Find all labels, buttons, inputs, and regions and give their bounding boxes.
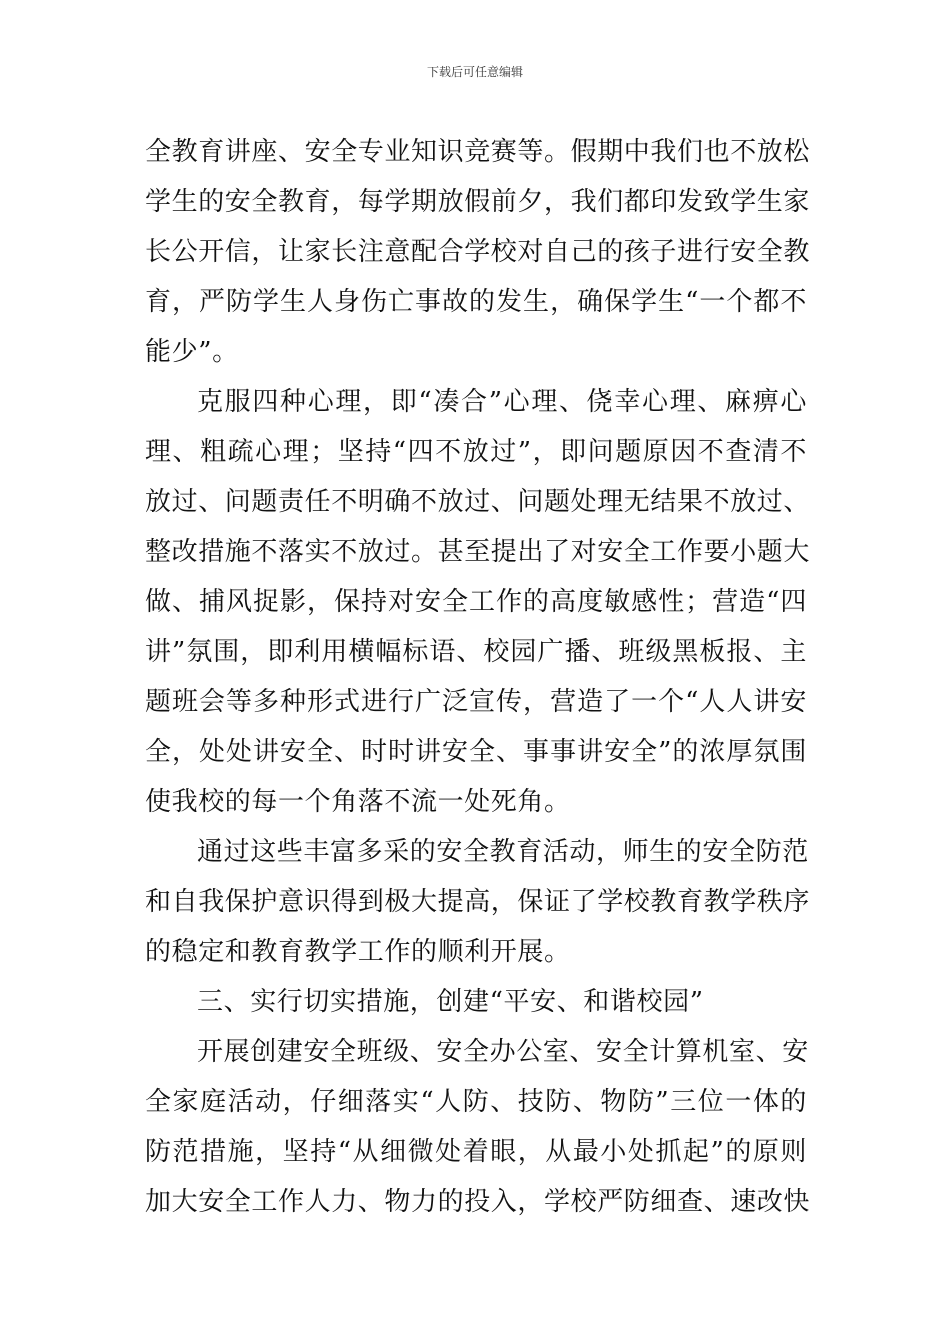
text-line: 学生的安全教育，每学期放假前夕，我们都印发致学生家 <box>145 187 811 217</box>
text-line: 做、捕风捉影，保持对安全工作的高度敏感性；营造“四 <box>145 587 807 617</box>
text-line: 讲”氛围，即利用横幅标语、校园广播、班级黑板报、主 <box>145 637 807 667</box>
text-line: 使我校的每一个角落不流一处死角。 <box>145 787 571 817</box>
text-line: 通过这些丰富多采的安全教育活动，师生的安全防范 <box>197 837 809 867</box>
text-line: 能少”。 <box>145 337 239 367</box>
text-line: 题班会等多种形式进行广泛宣传，营造了一个“人人讲安 <box>145 687 807 717</box>
text-line: 整改措施不落实不放过。甚至提出了对安全工作要小题大 <box>145 537 811 567</box>
text-line: 理、粗疏心理；坚持“四不放过”，即问题原因不查清不 <box>145 437 807 467</box>
text-line: 放过、问题责任不明确不放过、问题处理无结果不放过、 <box>145 487 811 517</box>
text-line: 三、实行切实措施，创建“平安、和谐校园” <box>197 987 704 1017</box>
text-line: 育，严防学生人身伤亡事故的发生，确保学生“一个都不 <box>145 287 807 317</box>
text-line: 全，处处讲安全、时时讲安全、事事讲安全”的浓厚氛围 <box>145 737 807 767</box>
text-line: 和自我保护意识得到极大提高，保证了学校教育教学秩序 <box>145 887 811 917</box>
text-line: 全教育讲座、安全专业知识竞赛等。假期中我们也不放松 <box>145 137 811 167</box>
text-line: 加大安全工作人力、物力的投入，学校严防细查、速改快 <box>145 1187 811 1217</box>
text-line: 克服四种心理，即“凑合”心理、侥幸心理、麻痹心 <box>197 387 807 417</box>
page-header: 下载后可任意编辑 <box>426 65 523 79</box>
text-line: 的稳定和教育教学工作的顺利开展。 <box>145 937 571 967</box>
text-line: 防范措施，坚持“从细微处着眼，从最小处抓起”的原则 <box>145 1137 807 1167</box>
text-line: 长公开信，让家长注意配合学校对自己的孩子进行安全教 <box>145 237 811 267</box>
text-line: 全家庭活动，仔细落实“人防、技防、物防”三位一体的 <box>145 1087 807 1117</box>
document-body <box>145 127 811 1227</box>
text-line: 开展创建安全班级、安全办公室、安全计算机室、安 <box>197 1037 809 1067</box>
